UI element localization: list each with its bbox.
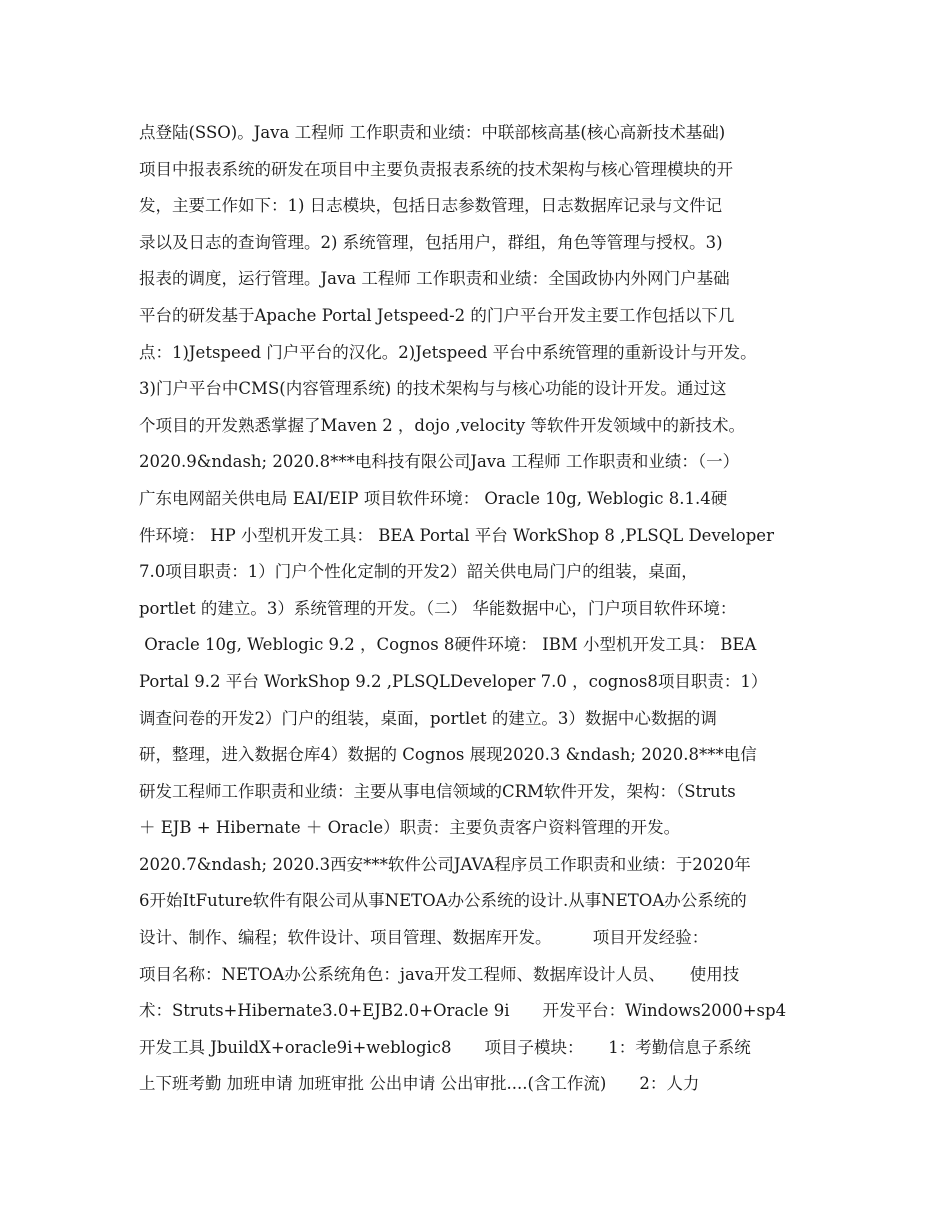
text-line: 术：Struts+Hibernate3.0+EJB2.0+Oracle 9i 开发平台：Windows2000+sp4 [139, 1001, 787, 1021]
text-line: 2020.9&ndash; 2020.8***电科技有限公司Java 工程师 工作职责和业绩：（一） [139, 452, 740, 472]
text-line: 录以及日志的查询管理。2) 系统管理，包括用户，群组，角色等管理与授权。3) [139, 232, 723, 252]
text-line: 3)门户平台中CMS(内容管理系统) 的技术架构与与核心功能的设计开发。通过这 [139, 379, 727, 399]
text-line: 研发工程师工作职责和业绩：主要从事电信领域的CRM软件开发，架构：（Struts [139, 781, 736, 801]
text-line: portlet 的建立。3）系统管理的开发。（二） 华能数据中心，门户项目软件环境： [139, 598, 737, 618]
text-line: 2020.7&ndash; 2020.3西安***软件公司JAVA程序员工作职责和业绩：于2020年 [139, 854, 751, 874]
text-line: 研，整理，进入数据仓库4）数据的 Cognos 展现2020.3 &ndash; 2020.8***电信 [139, 745, 757, 765]
text-line: 件环境： HP 小型机开发工具： BEA Portal 平台 WorkShop 8 ,PLSQL Developer [139, 525, 774, 545]
text-line: Portal 9.2 平台 WorkShop 9.2 ,PLSQLDeveloper 7.0 ，cognos8项目职责：1） [139, 671, 768, 691]
text-line: ＋ EJB + Hibernate ＋ Oracle）职责：主要负责客户资料管理的开发。 [139, 818, 681, 838]
text-line: 7.0项目职责：1）门户个性化定制的开发2）韶关供电局门户的组装，桌面， [139, 562, 698, 582]
text-line: 调查问卷的开发2）门户的组装，桌面，portlet 的建立。3）数据中心数据的调 [139, 708, 717, 728]
text-line: 设计、制作、编程；软件设计、项目管理、数据库开发。 项目开发经验： [139, 928, 709, 948]
text-line: 项目中报表系统的研发在项目中主要负责报表系统的技术架构与核心管理模块的开 [139, 159, 733, 179]
text-line: 开发工具 JbuildX+oracle9i+weblogic8 项目子模块： 1：考勤信息子系统 [139, 1037, 751, 1057]
text-line: 个项目的开发熟悉掌握了Maven 2 ，dojo ,velocity 等软件开发领域中的新技术。 [139, 415, 745, 435]
body-text [139, 115, 829, 1103]
text-line: 发，主要工作如下：1) 日志模块，包括日志参数管理，日志数据库记录与文件记 [139, 196, 723, 216]
text-line: 6开始ItFuture软件有限公司从事NETOA办公系统的设计.从事NETOA办公系统的 [139, 891, 747, 911]
text-line: 报表的调度，运行管理。Java 工程师 工作职责和业绩：全国政协内外网门户基础 [139, 269, 730, 289]
text-line: 点：1)Jetspeed 门户平台的汉化。2)Jetspeed 平台中系统管理的重新设计与开发。 [139, 342, 757, 362]
text-line: 上下班考勤 加班申请 加班审批 公出申请 公出审批....(含工作流) 2：人力 [139, 1074, 700, 1094]
text-line: 项目名称：NETOA办公系统角色：java开发工程师、数据库设计人员、 使用技 [139, 964, 740, 984]
text-line: Oracle 10g, Weblogic 9.2 ，Cognos 8硬件环境： IBM 小型机开发工具： BEA [139, 635, 757, 655]
text-line: 点登陆(SSO)。Java 工程师 工作职责和业绩：中联部核高基(核心高新技术基础) [139, 123, 726, 142]
text-line: 平台的研发基于Apache Portal Jetspeed-2 的门户平台开发主要工作包括以下几 [139, 305, 735, 325]
text-line: 广东电网韶关供电局 EAI/EIP 项目软件环境： Oracle 10g, Weblogic 8.1.4硬 [139, 488, 728, 508]
